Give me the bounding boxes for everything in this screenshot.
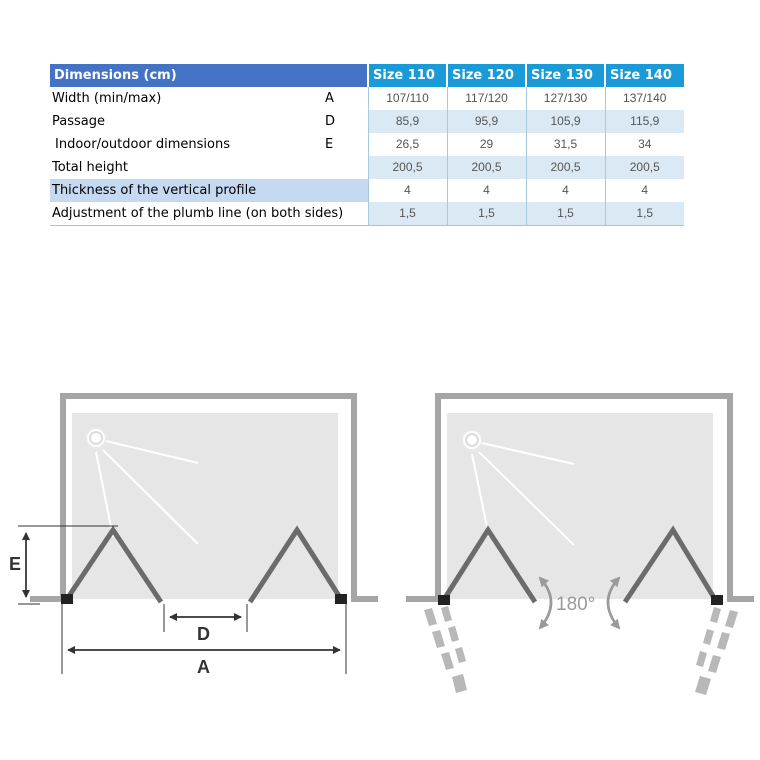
dimension-d-label: D [197, 624, 210, 644]
table-cell: 34 [605, 133, 684, 156]
row-label: Total height [52, 160, 128, 175]
dimension-a-label: A [197, 657, 210, 677]
size-header: Size 120 [447, 64, 526, 87]
outward-door-dashed [695, 607, 738, 695]
table-cell: 4 [368, 179, 447, 202]
right-plan-diagram [406, 396, 754, 695]
table-cell: 1,5 [526, 202, 605, 226]
table-cell: 107/110 [368, 87, 447, 110]
outward-door-dashed [424, 606, 467, 693]
hinge-marker [438, 595, 450, 605]
row-code: D [325, 114, 336, 129]
table-cell: 1,5 [368, 202, 447, 226]
hinge-marker [61, 594, 73, 604]
dimension-e-label: E [9, 554, 22, 574]
size-header: Size 130 [526, 64, 605, 87]
table-cell: 4 [447, 179, 526, 202]
row-label-text: Width (min/max) [52, 91, 162, 106]
row-code: A [325, 91, 334, 106]
table-cell: 117/120 [447, 87, 526, 110]
table-cell: 200,5 [605, 156, 684, 179]
rotation-label: 180° [556, 594, 596, 615]
hinge-marker [335, 594, 347, 604]
table-cell: 200,5 [368, 156, 447, 179]
table-cell: 137/140 [605, 87, 684, 110]
table-cell: 26,5 [368, 133, 447, 156]
table-cell: 29 [447, 133, 526, 156]
table-cell: 85,9 [368, 110, 447, 133]
table-cell: 4 [605, 179, 684, 202]
table-cell: 1,5 [447, 202, 526, 226]
table-cell: 200,5 [447, 156, 526, 179]
table-title: Dimensions (cm) [50, 64, 368, 87]
shower-tray [447, 413, 713, 599]
table-cell: 115,9 [605, 110, 684, 133]
size-header: Size 110 [368, 64, 447, 87]
table-cell: 4 [526, 179, 605, 202]
table-cell: 127/130 [526, 87, 605, 110]
shower-tray [72, 413, 338, 599]
row-label: Thickness of the vertical profile [50, 179, 368, 202]
left-plan-diagram [9, 396, 378, 677]
row-label-text: Indoor/outdoor dimensions [55, 137, 230, 152]
row-label: Adjustment of the plumb line (on both sides) [50, 202, 368, 226]
table-cell: 105,9 [526, 110, 605, 133]
row-label-text: Passage [52, 114, 105, 129]
hinge-marker [711, 595, 723, 605]
table-cell: 31,5 [526, 133, 605, 156]
table-cell: 1,5 [605, 202, 684, 226]
size-header: Size 140 [605, 64, 684, 87]
table-cell: 95,9 [447, 110, 526, 133]
row-code: E [325, 137, 334, 152]
table-cell: 200,5 [526, 156, 605, 179]
